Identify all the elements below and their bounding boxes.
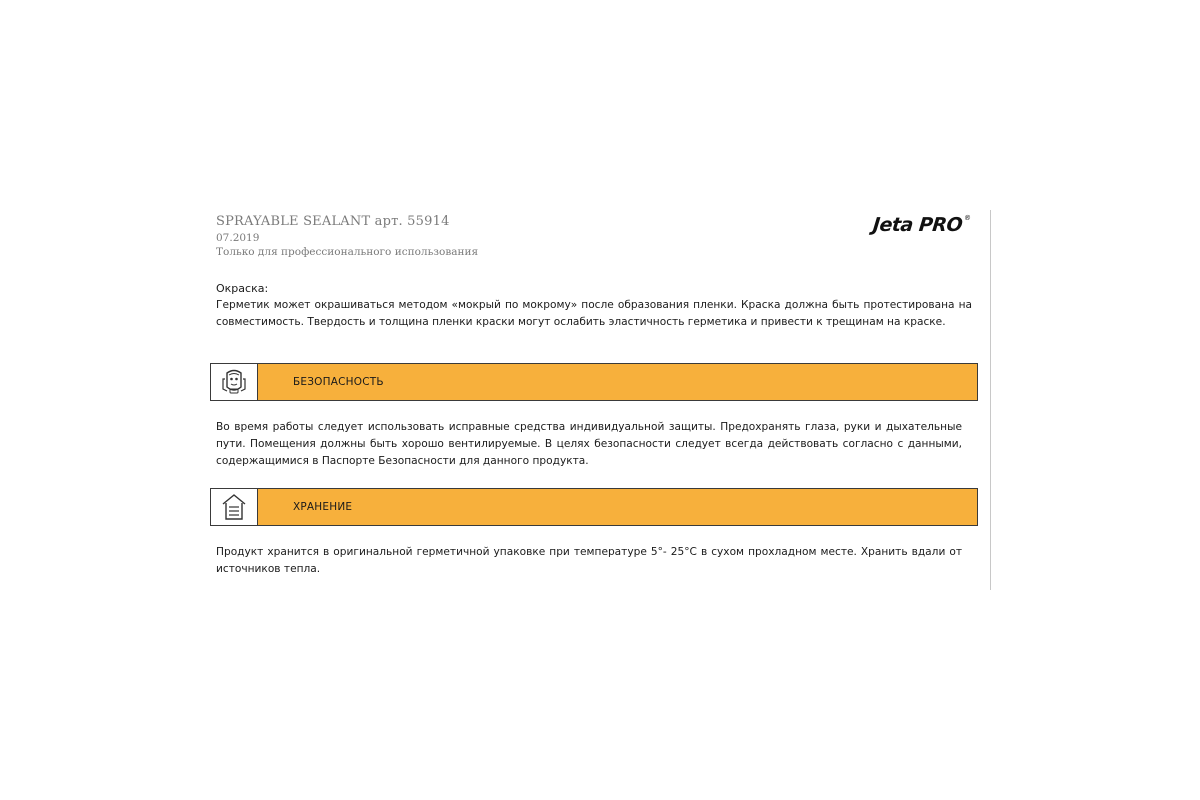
safety-section-header — [210, 363, 978, 401]
storage-text: Продукт хранится в оригинальной герметичной упаковке при температуре 5°- 25°С в сухом прохладном месте. Хранить вдали от источников тепла. — [216, 546, 962, 575]
product-title: SPRAYABLE SEALANT арт. 55914 — [216, 214, 450, 229]
registered-mark: ® — [963, 214, 972, 222]
warehouse-icon — [211, 489, 258, 525]
logo-text: Jeta PRO — [872, 214, 964, 236]
page-edge-rule — [990, 210, 991, 590]
painting-text: Герметик может окрашиваться методом «мокрый по мокрому» после образования пленки. Краска должна быть протестирована на совместимость. Твердость и толщина пленки краски могут ослабить эластичность герметика и привести к трещинам на краске. — [216, 299, 972, 328]
painting-label: Окраска: — [216, 282, 269, 295]
document-page — [210, 208, 980, 590]
storage-title: ХРАНЕНИЕ — [293, 501, 353, 513]
safety-title: БЕЗОПАСНОСТЬ — [293, 376, 384, 388]
safety-text: Во время работы следует использовать исправные средства индивидуальной защиты. Предохранять глаза, руки и дыхательные пути. Помещения должны быть хорошо вентилируемые. В целях безопасности следует всегда действовать согласно с данными, содержащимися в Паспорте Безопасности для данного продукта. — [216, 421, 962, 467]
document-date: 07.2019 — [216, 232, 260, 244]
professional-use-note: Только для профессионального использования — [216, 246, 479, 258]
storage-section-header — [210, 488, 978, 526]
jeta-pro-logo — [872, 214, 971, 236]
face-shield-icon — [211, 364, 258, 400]
